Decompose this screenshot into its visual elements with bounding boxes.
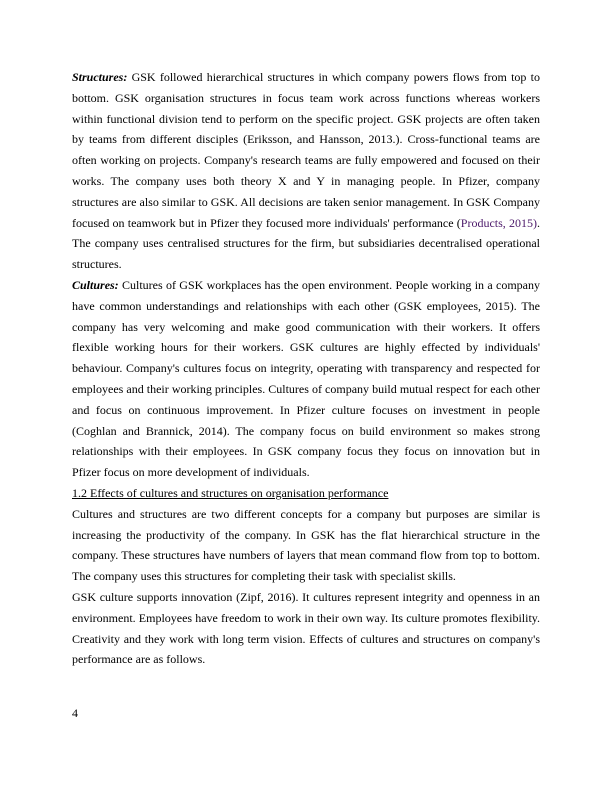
page-body <box>72 67 540 670</box>
structures-label: Structures: <box>72 70 128 84</box>
cultures-label: Cultures: <box>72 277 119 292</box>
cultures-text: Cultures of GSK workplaces has the open environment. People working in a company have common understandings and relationships with each other (GSK employees, 2015). The company has very welcoming and make good communication with their workers. It offers flexible working hours for their workers. GSK cultures are highly effected by individuals' behaviour. Company's cultures focus on integrity, operating with transparency and respected for employees and their working principles. Cultures of company build mutual respect for each other and focus on continuous improvement. In Pfizer culture focuses on investment in people (Coghlan and Brannick, 2014). The company focus on build environment so makes strong relationships with their employees. In GSK company focus they focus on innovation but in Pfizer focus on more development of individuals. <box>72 277 540 480</box>
products-2015-reference[interactable]: Products, 2015) <box>460 215 537 230</box>
structures-text-part-2: . The company uses centralised structures for the firm, but subsidiaries decentralised operational structures. <box>72 215 540 272</box>
structures-paragraph <box>72 67 540 275</box>
structures-text-part-1: GSK followed hierarchical structures in which company powers flows from top to bottom. GSK organisation structures in focus team work across functions whereas workers within functional division tend to perform on the specific project. GSK projects are often taken by teams from different disciples (Eriksson, and Hansson, 2013.). Cross-functional teams are often working on projects. Company's research teams are fully empowered and focused on their works. The company uses both theory X and Y in managing people. In Pfizer, company structures are also similar to GSK. All decisions are taken senior management. In GSK Company focused on teamwork but in Pfizer they focused more individuals' performance ( <box>72 70 540 230</box>
effects-paragraph-2: GSK culture supports innovation (Zipf, 2016). It cultures represent integrity and openness in an environment. Employees have freedom to work in their own way. Its culture promotes flexibility. Creativity and they work with long term vision. Effects of cultures and structures on company's performance are as follows. <box>72 589 540 667</box>
section-heading-1-2: 1.2 Effects of cultures and structures on organisation performance <box>72 485 389 500</box>
cultures-paragraph <box>72 275 540 483</box>
effects-paragraph-1: Cultures and structures are two different concepts for a company but purposes are similar is increasing the productivity of the company. In GSK has the flat hierarchical structure in the company. These structures have numbers of layers that mean command flow from top to bottom. The company uses this structures for completing their task with specialist skills. <box>72 506 540 584</box>
page-number: 4 <box>72 706 78 720</box>
